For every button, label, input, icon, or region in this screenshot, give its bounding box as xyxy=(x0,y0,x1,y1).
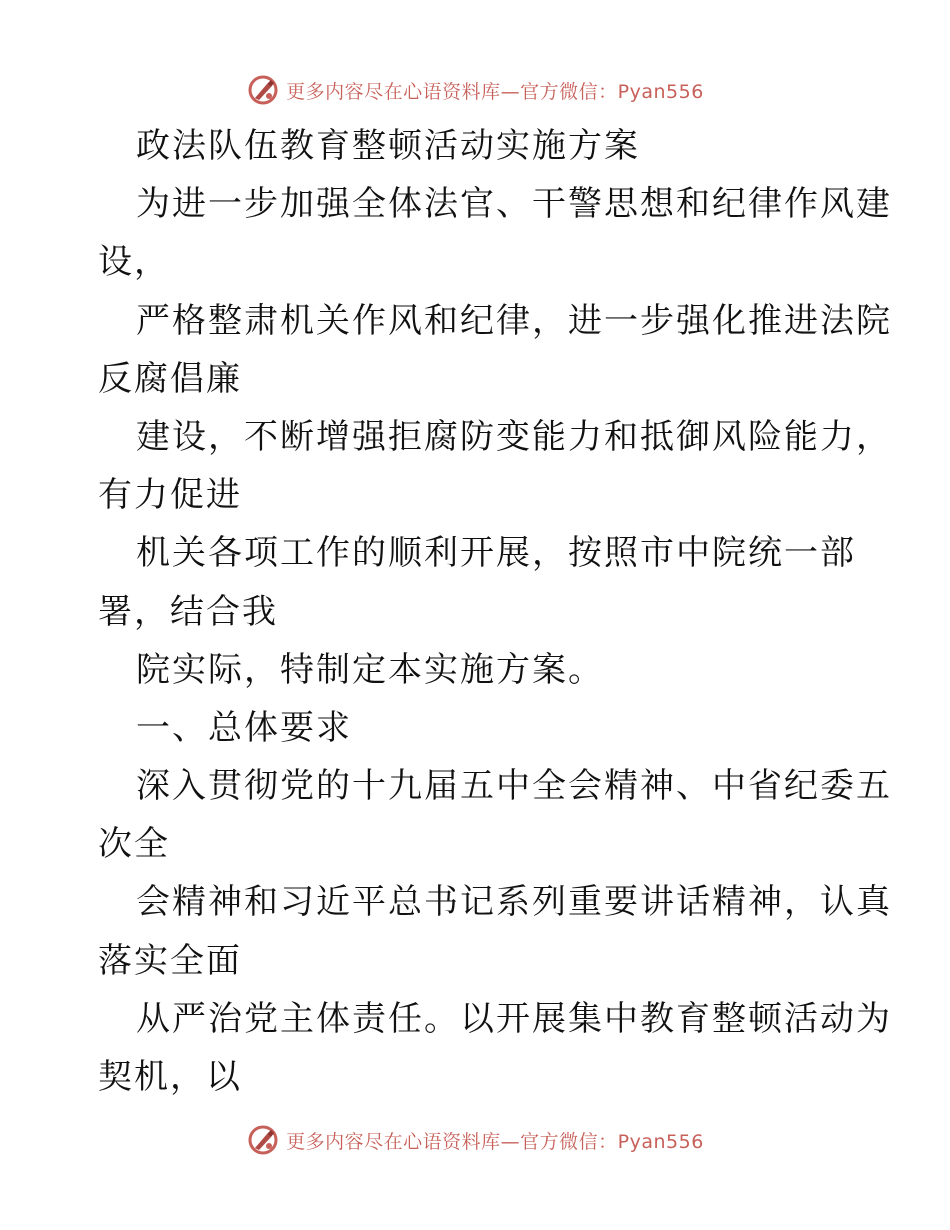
text-line: 机关各项工作的顺利开展，按照市中院统一部 xyxy=(136,533,856,574)
pen-logo-icon xyxy=(246,73,280,107)
text-line: 落实全面 xyxy=(98,940,242,981)
text-line: 反腐倡廉 xyxy=(98,358,242,399)
watermark-text: 更多内容尽在心语资料库—官方微信：Pyan556 xyxy=(286,80,704,103)
watermark-text: 更多内容尽在心语资料库—官方微信：Pyan556 xyxy=(286,1130,704,1153)
text-line: 严格整肃机关作风和纪律，进一步强化推进法院 xyxy=(136,300,892,341)
text-line: 契机，以 xyxy=(98,1057,242,1097)
text-line: 深入贯彻党的十九届五中全会精神、中省纪委五 xyxy=(136,766,892,807)
text-line: 署，结合我 xyxy=(98,591,278,632)
text-line: 会精神和习近平总书记系列重要讲话精神，认真 xyxy=(136,882,892,923)
text-line: 从严治党主体责任。以开展集中教育整顿活动为 xyxy=(136,998,892,1039)
document-body xyxy=(98,117,892,1106)
text-line: 一、总体要求 xyxy=(136,707,352,748)
text-line: 有力促进 xyxy=(98,475,242,516)
watermark-header xyxy=(0,70,950,110)
text-line: 次全 xyxy=(98,824,170,865)
text-line: 院实际，特制定本实施方案。 xyxy=(136,649,604,690)
text-line: 设， xyxy=(98,242,170,283)
text-line: 政法队伍教育整顿活动实施方案 xyxy=(136,126,640,166)
pen-logo-icon xyxy=(246,1123,280,1157)
text-line: 为进一步加强全体法官、干警思想和纪律作风建 xyxy=(136,184,892,225)
text-line: 建设，不断增强拒腐防变能力和抵御风险能力， xyxy=(136,416,892,457)
watermark-footer xyxy=(0,1120,950,1160)
